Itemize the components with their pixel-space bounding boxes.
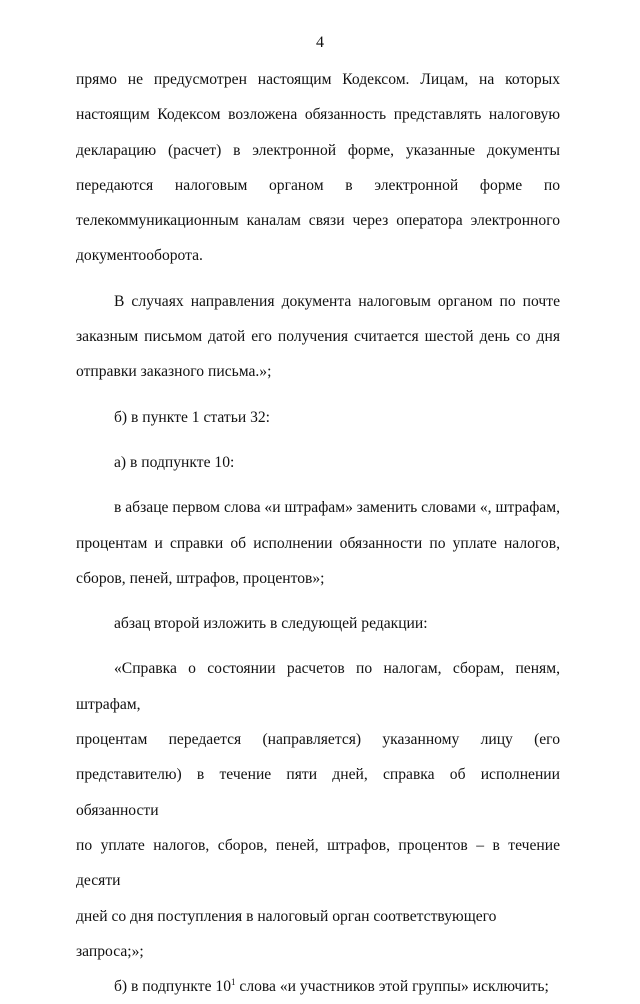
text-line: процентам и справки об исполнении обязанности по уплате налогов, bbox=[76, 534, 560, 552]
text-line: документооборота. bbox=[76, 247, 203, 265]
text-line: «Справка о состоянии расчетов по налогам, сборам, пеням, штрафам, bbox=[76, 660, 560, 713]
text-line: представителю) в течение пяти дней, справка об исполнении обязанности bbox=[76, 766, 560, 819]
paragraph-second-para-edit: абзац второй изложить в следующей редакции: bbox=[114, 615, 428, 633]
text-line: передаются налоговым органом в электронной форме по bbox=[76, 176, 560, 194]
text-after-superscript: слова «и участников этой группы» исключить; bbox=[235, 978, 549, 996]
text-line: сборов, пеней, штрафов, процентов»; bbox=[76, 569, 325, 587]
paragraph-subclause-10-1 bbox=[76, 969, 560, 1004]
text-line: отправки заказного письма.»; bbox=[76, 363, 272, 381]
text-line: прямо не предусмотрен настоящим Кодексом. Лицам, на которых bbox=[76, 71, 560, 88]
text-before-superscript: б) в подпункте 10 bbox=[114, 978, 231, 996]
paragraph-article-32: б) в пункте 1 статьи 32: bbox=[114, 408, 271, 426]
superscript-number: 1 bbox=[231, 977, 236, 988]
paragraph-replace-words bbox=[76, 490, 560, 596]
document-body bbox=[76, 62, 560, 1004]
text-line: заказным письмом датой его получения считается шестой день со дня bbox=[76, 328, 560, 346]
text-line: процентам передается (направляется) указанному лицу (его bbox=[76, 731, 560, 749]
page-number: 4 bbox=[316, 34, 324, 51]
text-line: В случаях направления документа налоговым органом по почте bbox=[114, 292, 560, 310]
text-line: дней со дня поступления в налоговый орган соответствующего запроса;»; bbox=[76, 907, 497, 960]
paragraph-certificate-quote bbox=[76, 651, 560, 969]
text-line: телекоммуникационным каналам связи через оператора электронного bbox=[76, 212, 560, 230]
text-line: по уплате налогов, сборов, пеней, штрафов, процентов – в течение десяти bbox=[76, 836, 560, 890]
text-line: в абзаце первом слова «и штрафам» заменить словами «, штрафам, bbox=[114, 499, 560, 517]
text-line: декларацию (расчет) в электронной форме, указанные документы bbox=[76, 141, 560, 159]
paragraph-postal-delivery bbox=[76, 284, 560, 390]
paragraph-subclause-10: а) в подпункте 10: bbox=[114, 453, 235, 471]
text-line: настоящим Кодексом возложена обязанность представлять налоговую bbox=[76, 106, 560, 124]
paragraph-notification-form bbox=[76, 62, 560, 274]
